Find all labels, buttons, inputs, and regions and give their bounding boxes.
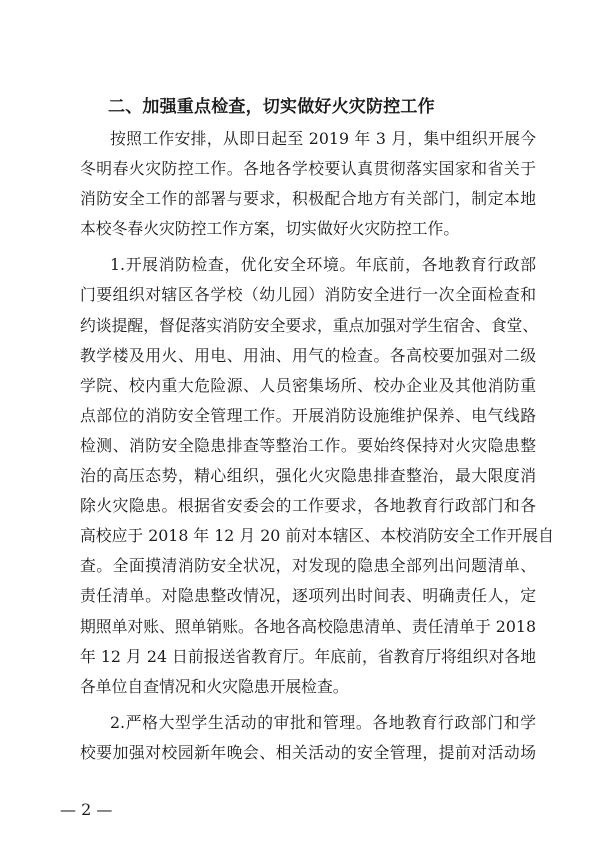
text-line: 校要加强对校园新年晚会、相关活动的安全管理，提前对活动场 <box>80 742 536 762</box>
text-line: 高校应于 2018 年 12 月 20 前对本辖区、本校消防安全工作开展自 <box>80 526 554 546</box>
text-line: 按照工作安排，从即日起至 2019 年 3 月，集中组织开展今 <box>110 129 536 148</box>
text-line: 查。全面摸清消防安全状况，对发现的隐患全部列出问题清单、 <box>80 556 536 576</box>
paragraph-fire-inspection <box>80 250 554 701</box>
text-line: 教学楼及用火、用电、用油、用气的检查。各高校要加强对二级 <box>80 345 536 365</box>
text-line: 除火灾隐患。根据省安委会的工作要求，各地教育行政部门和各 <box>80 496 536 516</box>
text-line: 检测、消防安全隐患排查等整治工作。要始终保持对火灾隐患整 <box>80 435 536 455</box>
text-line: 年 12 月 24 日前报送省教育厅。年底前，省教育厅将组织对各地 <box>80 646 536 666</box>
text-line: 门要组织对辖区各学校（幼儿园）消防安全进行一次全面检查和 <box>80 285 536 305</box>
text-line: 1.开展消防检查，优化安全环境。年底前，各地教育行政部 <box>110 255 536 275</box>
page-number: — 2 — <box>60 800 113 819</box>
text-line: 学院、校内重大危险源、人员密集场所、校办企业及其他消防重 <box>80 375 536 395</box>
text-line: 治的高压态势，精心组织，强化火灾隐患排查整治，最大限度消 <box>80 466 536 486</box>
text-line: 约谈提醒，督促落实消防安全要求，重点加强对学生宿舍、食堂、 <box>80 315 539 335</box>
section-heading: 二、加强重点检查，切实做好火灾防控工作 <box>108 97 435 117</box>
text-line: 冬明春火灾防控工作。各地各学校要认真贯彻落实国家和省关于 <box>80 159 536 179</box>
body-text <box>80 124 554 768</box>
text-line: 2.严格大型学生活动的审批和管理。各地教育行政部门和学 <box>110 712 536 732</box>
text-line: 点部位的消防安全管理工作。开展消防设施维护保养、电气线路 <box>80 405 536 425</box>
text-line: 责任清单。对隐患整改情况，逐项列出时间表、明确责任人，定 <box>80 586 536 606</box>
text-line: 消防安全工作的部署与要求，积极配合地方有关部门，制定本地 <box>80 189 536 209</box>
paragraph-student-activities <box>80 708 536 768</box>
paragraph-intro <box>80 124 536 244</box>
text-line: 各单位自查情况和火灾隐患开展检查。 <box>80 676 349 696</box>
text-line: 期照单对账、照单销账。各地各高校隐患清单、责任清单于 2018 <box>80 616 536 636</box>
text-line: 本校冬春火灾防控工作方案，切实做好火灾防控工作。 <box>80 219 460 239</box>
